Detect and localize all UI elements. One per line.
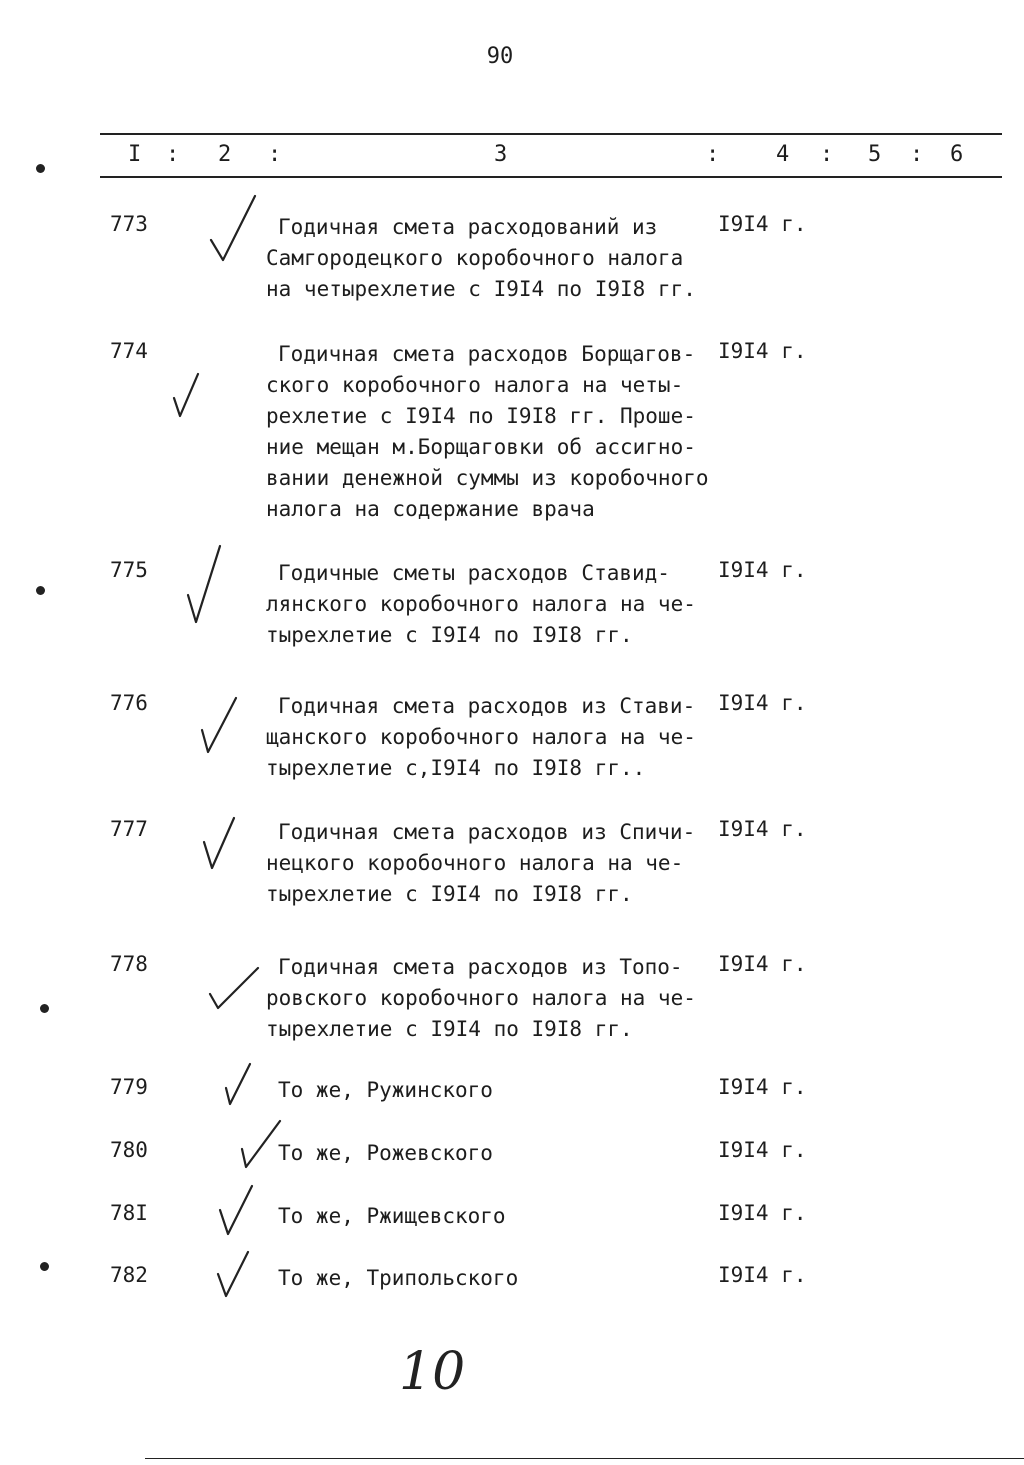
- entry-description: [266, 212, 726, 305]
- entry-number: 777: [110, 817, 148, 841]
- entry-description: [266, 952, 726, 1045]
- description-line: Годичная смета расходов из Стави-: [278, 694, 696, 718]
- checkmark-icon: [212, 1246, 256, 1302]
- column-separator: :: [706, 142, 720, 167]
- checkmark-icon: [205, 190, 265, 270]
- handwritten-folio-text: 10: [399, 1342, 465, 1402]
- entry-number: 78I: [110, 1201, 148, 1225]
- description-line: тырехлетие с I9I4 по I9I8 гг.: [266, 882, 633, 906]
- bottom-edge-rule: [145, 1458, 1024, 1459]
- description-line: Годичная смета расходов из Спичи-: [278, 820, 696, 844]
- checkmark-icon: [168, 368, 208, 424]
- description-line: вании денежной суммы из коробочного: [266, 466, 709, 490]
- entry-number: 778: [110, 952, 148, 976]
- header-bottom-rule: [100, 176, 1002, 178]
- entry-date: I9I4 г.: [718, 212, 807, 236]
- margin-speck: [36, 586, 45, 595]
- column-separator: :: [910, 142, 924, 167]
- entry-description: [266, 691, 726, 784]
- entry-number: 779: [110, 1075, 148, 1099]
- checkmark-icon: [218, 1058, 258, 1110]
- checkmark-icon: [236, 1115, 286, 1175]
- entry-number: 776: [110, 691, 148, 715]
- entry-number: 774: [110, 339, 148, 363]
- description-line: Самгородецкого коробочного налога: [266, 246, 684, 270]
- description-line: лянского коробочного налога на че-: [266, 592, 696, 616]
- checkmark-icon: [204, 960, 266, 1018]
- checkmark-icon: [198, 812, 248, 874]
- checkmark-icon: [214, 1180, 258, 1240]
- entry-date: I9I4 г.: [718, 1075, 807, 1099]
- column-header-row: [0, 142, 1024, 172]
- column-header-2: 2: [218, 142, 232, 167]
- checkmark-icon: [182, 540, 232, 630]
- description-line: щанского коробочного налога на че-: [266, 725, 696, 749]
- description-line: То же, Рожевского: [278, 1141, 493, 1165]
- description-line: ние мещан м.Борщаговки об ассигно-: [266, 435, 696, 459]
- entry-description: [266, 1201, 726, 1232]
- page-number: 90: [486, 44, 514, 69]
- column-header-5: 5: [868, 142, 882, 167]
- entry-number: 780: [110, 1138, 148, 1162]
- description-line: То же, Ржищевского: [278, 1204, 506, 1228]
- column-separator: :: [820, 142, 834, 167]
- description-line: налога на содержание врача: [266, 497, 595, 521]
- entry-description: [266, 1075, 726, 1106]
- description-line: Годичная смета расходов Борщагов-: [278, 342, 696, 366]
- entry-date: I9I4 г.: [718, 558, 807, 582]
- column-header-3: 3: [494, 142, 508, 167]
- description-line: Годичная смета расходов из Топо-: [278, 955, 683, 979]
- margin-speck: [36, 164, 45, 173]
- margin-speck: [40, 1262, 49, 1271]
- column-header-4: 4: [776, 142, 790, 167]
- handwritten-folio-number: [395, 1335, 465, 1405]
- column-header-1: I: [128, 142, 142, 167]
- entry-date: I9I4 г.: [718, 1138, 807, 1162]
- entry-number: 775: [110, 558, 148, 582]
- entry-number: 773: [110, 212, 148, 236]
- column-separator: :: [166, 142, 180, 167]
- description-line: нецкого коробочного налога на че-: [266, 851, 684, 875]
- description-line: То же, Ружинского: [278, 1078, 493, 1102]
- entry-description: [266, 817, 726, 910]
- entry-date: I9I4 г.: [718, 691, 807, 715]
- entry-date: I9I4 г.: [718, 1201, 807, 1225]
- entry-date: I9I4 г.: [718, 952, 807, 976]
- description-line: тырехлетие с,I9I4 по I9I8 гг..: [266, 756, 646, 780]
- column-header-6: 6: [950, 142, 964, 167]
- entry-date: I9I4 г.: [718, 817, 807, 841]
- description-line: ского коробочного налога на четы-: [266, 373, 684, 397]
- entry-description: [266, 1263, 726, 1294]
- description-line: ровского коробочного налога на че-: [266, 986, 696, 1010]
- description-line: То же, Трипольского: [278, 1266, 519, 1290]
- entry-number: 782: [110, 1263, 148, 1287]
- entry-description: [266, 1138, 726, 1169]
- description-line: тырехлетие с I9I4 по I9I8 гг.: [266, 623, 633, 647]
- description-line: тырехлетие с I9I4 по I9I8 гг.: [266, 1017, 633, 1041]
- entry-description: [266, 558, 726, 651]
- entry-description: [266, 339, 726, 525]
- checkmark-icon: [196, 690, 246, 760]
- description-line: на четырехлетие с I9I4 по I9I8 гг.: [266, 277, 696, 301]
- header-top-rule: [100, 133, 1002, 135]
- entry-date: I9I4 г.: [718, 339, 807, 363]
- column-separator: :: [268, 142, 282, 167]
- description-line: рехлетие с I9I4 по I9I8 гг. Проше-: [266, 404, 696, 428]
- entry-date: I9I4 г.: [718, 1263, 807, 1287]
- description-line: Годичная смета расходований из: [278, 215, 658, 239]
- margin-speck: [40, 1004, 49, 1013]
- description-line: Годичные сметы расходов Ставид-: [278, 561, 670, 585]
